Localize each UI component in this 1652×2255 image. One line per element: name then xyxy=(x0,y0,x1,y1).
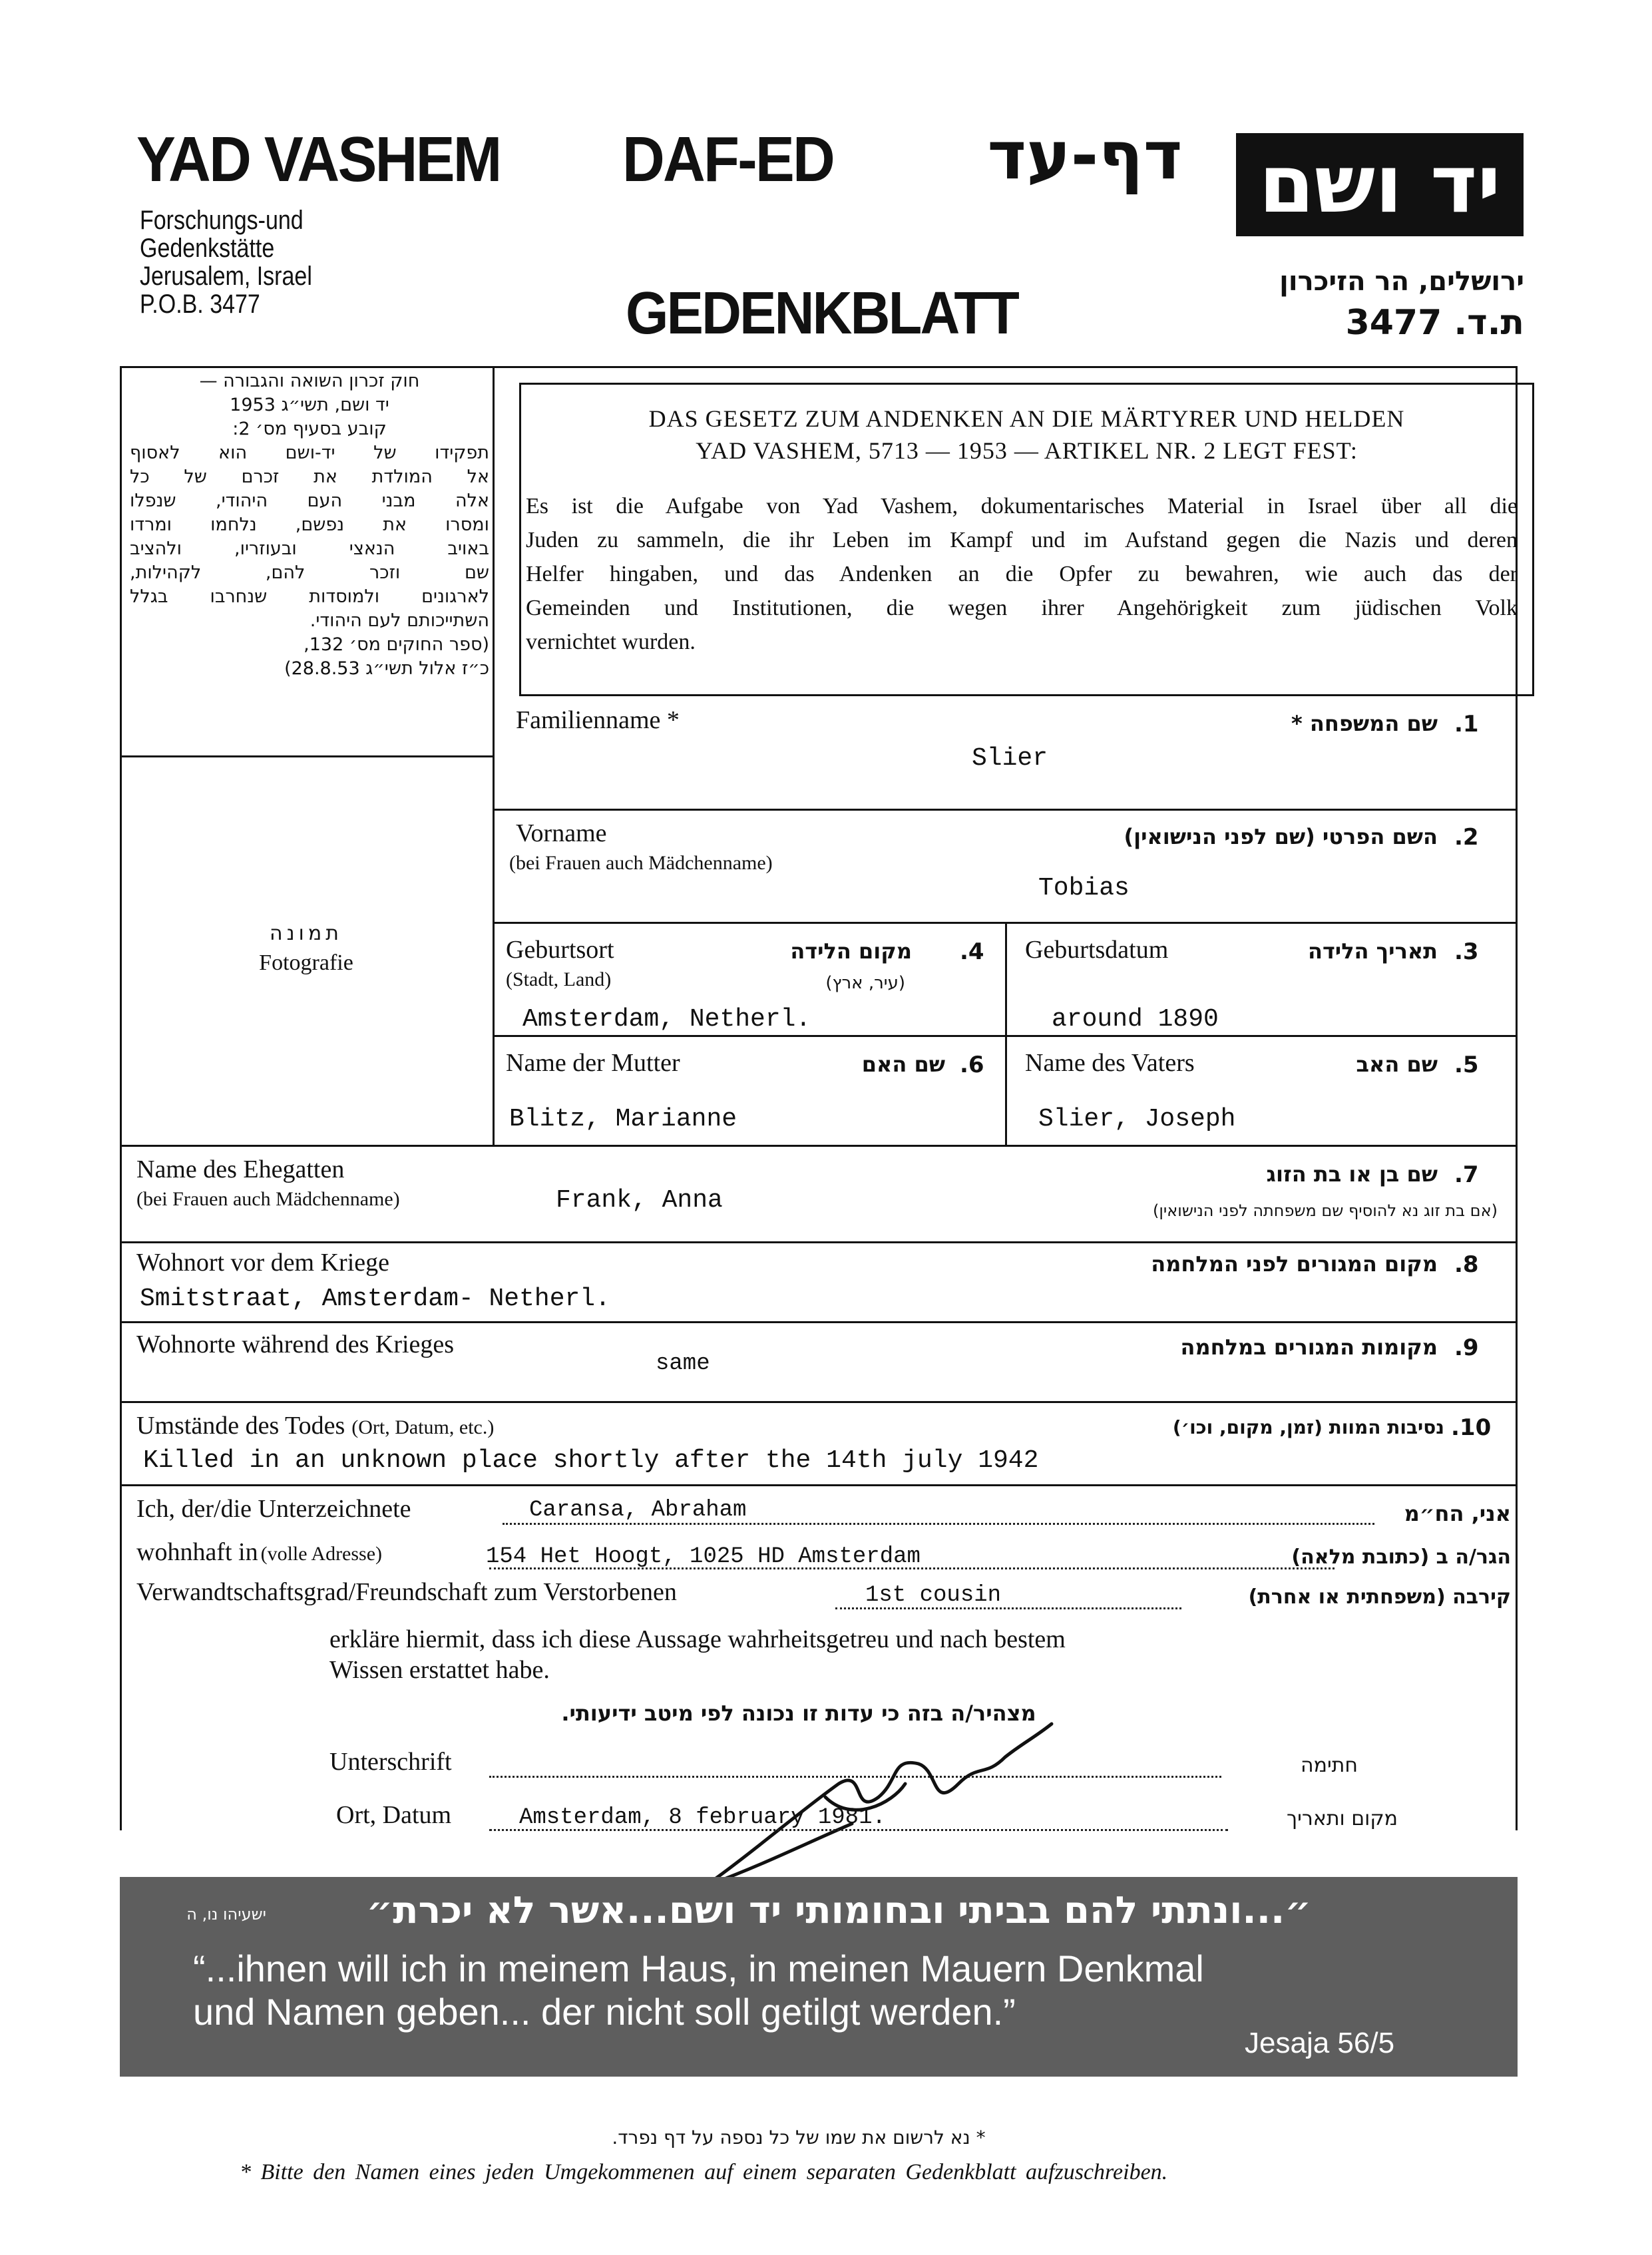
photo-placeholder: תמונה Fotografie xyxy=(259,922,353,975)
field-1-label-hebrew: שם המשפחה * xyxy=(1291,711,1438,736)
field-1-label: Familienname * xyxy=(516,706,680,734)
field-2-label: Vorname xyxy=(516,819,607,847)
relation-value[interactable]: 1st cousin xyxy=(865,1583,1002,1608)
field-4-label: Geburtsort xyxy=(506,936,614,964)
birthdate-value[interactable]: around 1890 xyxy=(1052,1005,1219,1034)
field-2-sublabel: (bei Frauen auch Mädchenname) xyxy=(509,852,773,874)
footer-note-hebrew: * נא לרשום את שמו של כל נספה על דף נפרד. xyxy=(612,2127,986,2149)
field-5-label: Name des Vaters xyxy=(1025,1049,1195,1077)
quote-german-line1: “...ihnen will ich in meinem Haus, in meinen Mauern Denkmal xyxy=(193,1948,1204,1989)
declarant-address-value[interactable]: 154 Het Hoogt, 1025 HD Amsterdam xyxy=(486,1544,921,1569)
field-7-sublabel-hebrew: (אם בת זוג נא להוסיף שם משפחתה לפני הנישואין) xyxy=(1152,1201,1498,1220)
daf-ed-hebrew: דף-עד xyxy=(987,116,1183,194)
address-label: wohnhaft in (volle Adresse) xyxy=(136,1538,383,1566)
law-title: DAS GESETZ ZUM ANDENKEN AN DIE MÄRTYRER UND HELDEN YAD VASHEM, 5713 — 1953 — ARTIKEL NR. 2 LEGT FEST: xyxy=(648,405,1405,464)
daf-ed-title: DAF-ED xyxy=(622,124,834,195)
family-name-value[interactable]: Slier xyxy=(972,744,1048,773)
mother-name-value[interactable]: Blitz, Marianne xyxy=(509,1105,737,1133)
institution-address: Forschungs-und Gedenkstätte Jerusalem, Israel P.O.B. 3477 xyxy=(140,206,312,319)
circumstances-of-death-value[interactable]: Killed in an unknown place shortly after the 14th july 1942 xyxy=(143,1446,1039,1475)
field-4-sublabel: (Stadt, Land) xyxy=(506,968,612,990)
field-10-label: Umstände des Todes (Ort, Datum, etc.) xyxy=(136,1412,495,1440)
yad-vashem-logo: יד ושם xyxy=(1236,133,1524,236)
field-1-number: .1 xyxy=(1454,711,1479,737)
field-6-label: Name der Mutter xyxy=(506,1049,680,1077)
place-date-label: Ort, Datum xyxy=(336,1801,452,1829)
field-6-label-hebrew: שם האם xyxy=(861,1052,945,1077)
signature-label: Unterschrift xyxy=(329,1748,452,1776)
field-3-number: .3 xyxy=(1454,938,1479,965)
yad-vashem-title: YAD VASHEM xyxy=(136,124,501,195)
field-5-number: .5 xyxy=(1454,1052,1479,1078)
address-sublabel: (volle Adresse) xyxy=(260,1543,383,1565)
quote-german-line2: und Namen geben... der nicht soll getilgt werden.” xyxy=(193,1991,1016,2033)
relation-label: Verwandtschaftsgrad/Freundschaft zum Verstorbenen xyxy=(136,1578,677,1606)
field-7-sublabel: (bei Frauen auch Mädchenname) xyxy=(136,1188,400,1210)
address-label-hebrew: הגר/ה ב (כתובת מלאה) xyxy=(1291,1545,1511,1569)
declaration-text-hebrew: מצהיר/ה בזה כי עדות זו נכונה לפי מיטב ידיעותי. xyxy=(561,1701,1036,1726)
birthplace-value[interactable]: Amsterdam, Netherl. xyxy=(522,1005,811,1034)
field-10-sublabel: (Ort, Datum, etc.) xyxy=(351,1416,495,1438)
address-hebrew: ירושלים, הר הזיכרון xyxy=(1279,266,1524,297)
field-7-label: Name des Ehegatten xyxy=(136,1155,345,1183)
declaration-text: erkläre hiermit, dass ich diese Aussage wahrheitsgetreu und nach bestem Wissen erstattet habe. xyxy=(329,1625,1066,1684)
quote-hebrew-reference: ישעיהו נו, ה xyxy=(186,1905,266,1924)
father-name-value[interactable]: Slier, Joseph xyxy=(1038,1105,1236,1133)
field-2-number: .2 xyxy=(1454,824,1479,851)
field-9-label: Wohnorte während des Krieges xyxy=(136,1331,455,1358)
gedenkblatt-title: GEDENKBLATT xyxy=(626,280,1018,347)
residence-before-war-value[interactable]: Smitstraat, Amsterdam- Netherl. xyxy=(140,1285,610,1313)
field-9-label-hebrew: מקומות המגורים במלחמה xyxy=(1180,1334,1438,1360)
first-name-value[interactable]: Tobias xyxy=(1038,874,1130,903)
quote-reference: Jesaja 56/5 xyxy=(1245,2027,1395,2059)
declarant-label: Ich, der/die Unterzeichnete xyxy=(136,1495,411,1523)
field-7-label-hebrew: שם בן או בת הזוג xyxy=(1266,1161,1438,1187)
spouse-name-value[interactable]: Frank, Anna xyxy=(556,1186,723,1215)
relation-label-hebrew: קירבה (משפחתית או אחרת) xyxy=(1248,1585,1511,1609)
field-4-label-hebrew: מקום הלידה xyxy=(790,938,912,964)
field-9-number: .9 xyxy=(1454,1334,1479,1361)
footer-note: * Bitte den Namen eines jeden Umgekommenen auf einem separaten Gedenkblatt aufzuschreiben. xyxy=(240,2160,1168,2184)
field-5-label-hebrew: שם האב xyxy=(1356,1052,1438,1077)
law-text-hebrew: חוק זכרון השואה והגבורה — יד ושם, תשי״ג 1953 קובע בסעיף מס׳ 2: תפקידו של יד-ושם הוא לאסוף אל המולדת את זכרם של כל אלה מבני העם היהודי, שנפלו ומסרו את נפשם, נלחמו ומרדו באויב הנאצי ובעוזריו, ולהציב שם וזכר להם, לקהילות, לארגונים ולמוסדות שנחרבו בגלל השתייכותם לעם היהודי. (ספר החוקים מס׳ 132, כ״ז אלול תשי״ג 28.8.53) xyxy=(130,371,489,679)
place-date-label-hebrew: מקום ותאריך xyxy=(1287,1807,1398,1830)
field-8-label-hebrew: מקום המגורים לפני המלחמה xyxy=(1151,1251,1438,1277)
quote-hebrew: ״...ונתתי להם בביתי ובחומותי יד ושם...אשר לא יכרת״ xyxy=(366,1889,1311,1932)
quote-banner xyxy=(120,1877,1518,2077)
field-4-number: .4 xyxy=(960,938,984,965)
field-4-sublabel-hebrew: (עיר, ארץ) xyxy=(825,973,905,993)
field-7-number: .7 xyxy=(1454,1161,1479,1188)
place-date-value[interactable]: Amsterdam, 8 february 1981. xyxy=(519,1805,886,1830)
signature-label-hebrew: חתימה xyxy=(1300,1754,1358,1777)
declarant-name-value[interactable]: Caransa, Abraham xyxy=(529,1498,747,1523)
field-10-number: .10 xyxy=(1451,1414,1492,1441)
field-6-number: .6 xyxy=(960,1052,984,1078)
pob-hebrew: ת.ד. 3477 xyxy=(1345,303,1524,343)
residence-during-war-value[interactable]: same xyxy=(656,1351,710,1376)
field-2-label-hebrew: השם הפרטי (שם לפני הנישואין) xyxy=(1124,824,1438,849)
field-8-number: .8 xyxy=(1454,1251,1479,1278)
declarant-label-hebrew: אני, הח״מ xyxy=(1404,1501,1511,1526)
law-body: Es ist die Aufgabe von Yad Vashem, dokumentarisches Material in Israel über all die Juden zu sammeln, die ihr Leben im Kampf und im Aufstand gegen die Nazis und deren Helfer hingaben, und das Andenken an die Opfer zu bewahren, wie auch das der Gemeinden und Institutionen, die wegen ihrer Angehörigkeit zum jüdischen Volk vernichtet wurden. xyxy=(526,494,1518,654)
field-8-label: Wohnort vor dem Kriege xyxy=(136,1249,389,1277)
field-10-label-hebrew: נסיבות המוות (זמן, מקום, וכו׳) xyxy=(1172,1416,1444,1438)
field-3-label: Geburtsdatum xyxy=(1025,936,1169,964)
field-3-label-hebrew: תאריך הלידה xyxy=(1307,938,1438,964)
